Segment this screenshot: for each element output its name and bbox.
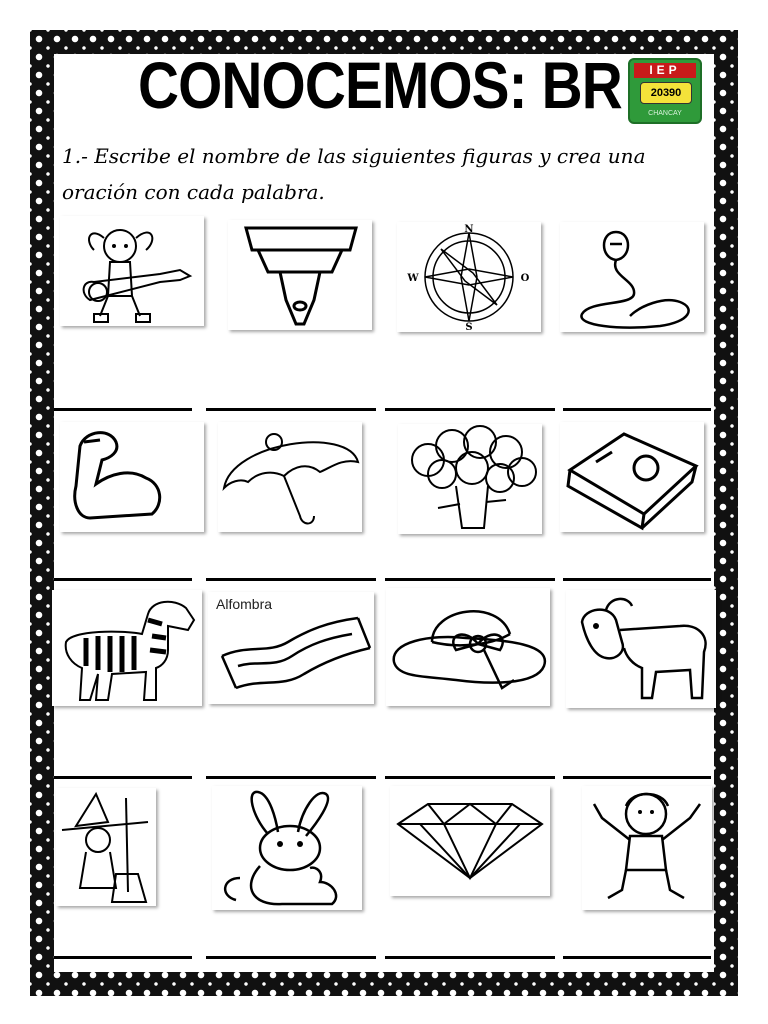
figure-card <box>212 786 362 910</box>
logo-place: CHANCAY <box>648 110 682 117</box>
goat-icon <box>566 590 716 708</box>
answer-line[interactable] <box>563 578 711 581</box>
figure-card <box>218 422 362 532</box>
figure-card <box>60 216 204 326</box>
compass-label-w: W <box>407 273 419 284</box>
figure-card <box>397 222 541 332</box>
figure-card <box>60 422 204 532</box>
answer-line[interactable] <box>563 408 711 411</box>
answer-line[interactable] <box>206 776 376 779</box>
answer-line[interactable] <box>385 578 555 581</box>
answer-line[interactable] <box>54 578 192 581</box>
cobra-icon <box>560 222 704 332</box>
answer-line[interactable] <box>206 578 376 581</box>
answer-line[interactable] <box>54 776 192 779</box>
figure-caption: Alfombra <box>216 596 273 612</box>
answer-line[interactable] <box>54 956 192 959</box>
logo-number: 20390 <box>640 82 692 104</box>
answer-line[interactable] <box>385 776 555 779</box>
zebra-icon <box>52 590 202 706</box>
compass-rose-icon <box>397 222 541 332</box>
girl-guitar-icon <box>60 216 204 326</box>
school-logo <box>628 58 702 124</box>
answer-line[interactable] <box>206 408 376 411</box>
answer-line[interactable] <box>563 956 711 959</box>
instruction-text: 1.- Escribe el nombre de las siguientes figuras y crea una oración con cada palabra. <box>62 144 646 204</box>
figure-card <box>386 588 550 706</box>
figure-card <box>208 592 374 704</box>
figure-card <box>566 590 716 708</box>
hat-bow-icon <box>386 588 550 706</box>
figure-card <box>560 222 704 332</box>
compass-label-s: S <box>465 322 473 332</box>
figure-card <box>52 590 202 706</box>
boy-icon <box>582 786 712 910</box>
book-icon <box>560 422 704 532</box>
logo-name: IEP <box>634 63 696 78</box>
arm-biceps-icon <box>60 422 204 532</box>
figure-card <box>398 424 542 534</box>
broccoli-icon <box>398 424 542 534</box>
figure-card <box>390 786 550 896</box>
figure-card <box>228 220 372 330</box>
page-title: CONOCEMOS: BR <box>138 48 622 122</box>
answer-line[interactable] <box>385 408 555 411</box>
witch-broom-icon <box>56 788 156 906</box>
compass-label-o: O <box>520 273 530 284</box>
rabbit-icon <box>212 786 362 910</box>
compass-label-n: N <box>464 224 474 235</box>
figure-card <box>582 786 712 910</box>
paintbrush-icon <box>228 220 372 330</box>
answer-line[interactable] <box>385 956 555 959</box>
answer-line[interactable] <box>206 956 376 959</box>
figure-card <box>56 788 156 906</box>
answer-line[interactable] <box>54 408 192 411</box>
diamond-icon <box>390 786 550 896</box>
answer-line[interactable] <box>563 776 711 779</box>
umbrella-icon <box>218 422 362 532</box>
figure-card <box>560 422 704 532</box>
